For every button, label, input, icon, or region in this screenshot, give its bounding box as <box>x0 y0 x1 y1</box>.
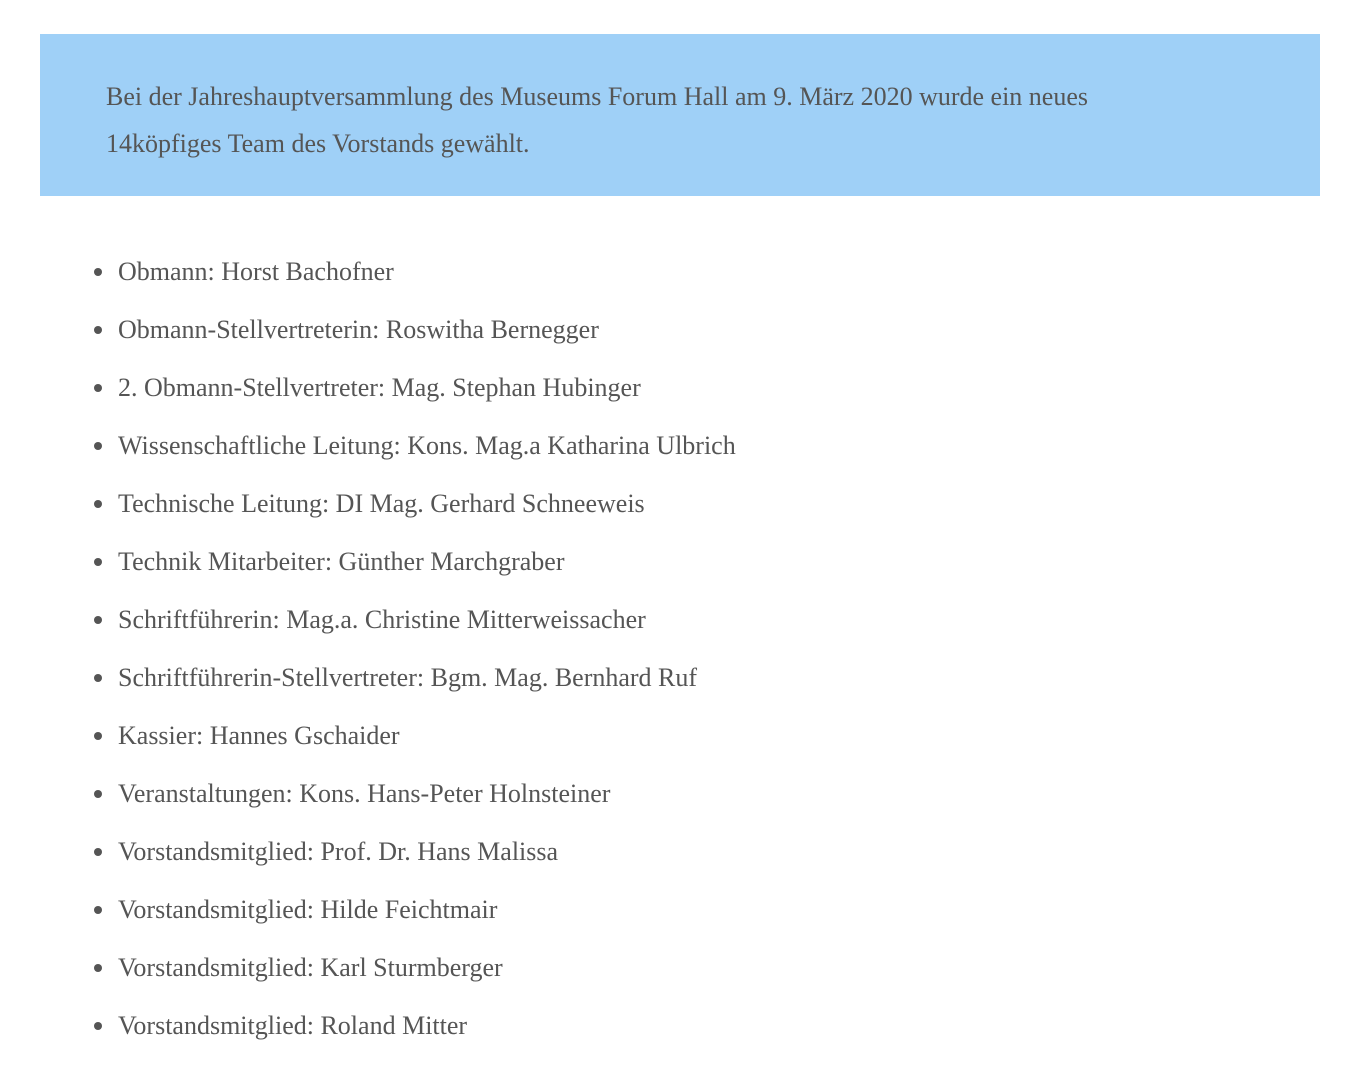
bullet-icon <box>94 268 102 276</box>
bullet-icon <box>94 616 102 624</box>
bullet-icon <box>94 732 102 740</box>
bullet-icon <box>94 442 102 450</box>
board-member-label: Vorstandsmitglied: Roland Mitter <box>118 1011 468 1040</box>
board-member-label: Obmann-Stellvertreterin: Roswitha Bernegger <box>118 315 599 344</box>
board-member-label: Vorstandsmitglied: Prof. Dr. Hans Malissa <box>118 837 559 866</box>
bullet-icon <box>94 500 102 508</box>
intro-box <box>40 34 1320 196</box>
list-item <box>118 649 736 707</box>
bullet-icon <box>94 674 102 682</box>
board-member-list <box>0 243 736 1055</box>
list-item <box>118 997 736 1055</box>
bullet-icon <box>94 326 102 334</box>
board-member-label: Technik Mitarbeiter: Günther Marchgraber <box>118 547 565 576</box>
board-member-label: Vorstandsmitglied: Hilde Feichtmair <box>118 895 498 924</box>
list-item <box>118 301 736 359</box>
list-item <box>118 765 736 823</box>
board-member-label: Schriftführerin-Stellvertreter: Bgm. Mag. Bernhard Ruf <box>118 663 698 692</box>
intro-text: Bei der Jahreshauptversammlung des Museums Forum Hall am 9. März 2020 wurde ein neues 14köpfiges Team des Vorstands gewählt. <box>106 82 1089 158</box>
list-item <box>118 475 736 533</box>
bullet-icon <box>94 964 102 972</box>
list-item <box>118 823 736 881</box>
bullet-icon <box>94 790 102 798</box>
list-item <box>118 533 736 591</box>
list-item <box>118 939 736 997</box>
bullet-icon <box>94 1022 102 1030</box>
board-member-label: Veranstaltungen: Kons. Hans-Peter Holnsteiner <box>118 779 611 808</box>
list-item <box>118 417 736 475</box>
board-member-label: Wissenschaftliche Leitung: Kons. Mag.a Katharina Ulbrich <box>118 431 736 460</box>
bullet-icon <box>94 906 102 914</box>
board-member-label: Kassier: Hannes Gschaider <box>118 721 400 750</box>
bullet-icon <box>94 848 102 856</box>
board-member-label: Technische Leitung: DI Mag. Gerhard Schneeweis <box>118 489 645 518</box>
list-item <box>118 591 736 649</box>
list-item <box>118 359 736 417</box>
list-item <box>118 881 736 939</box>
board-member-label: Obmann: Horst Bachofner <box>118 257 394 286</box>
board-member-label: Vorstandsmitglied: Karl Sturmberger <box>118 953 503 982</box>
list-item <box>118 243 736 301</box>
bullet-icon <box>94 558 102 566</box>
board-member-label: Schriftführerin: Mag.a. Christine Mitterweissacher <box>118 605 646 634</box>
board-member-label: 2. Obmann-Stellvertreter: Mag. Stephan Hubinger <box>118 373 641 402</box>
list-item <box>118 707 736 765</box>
bullet-icon <box>94 384 102 392</box>
